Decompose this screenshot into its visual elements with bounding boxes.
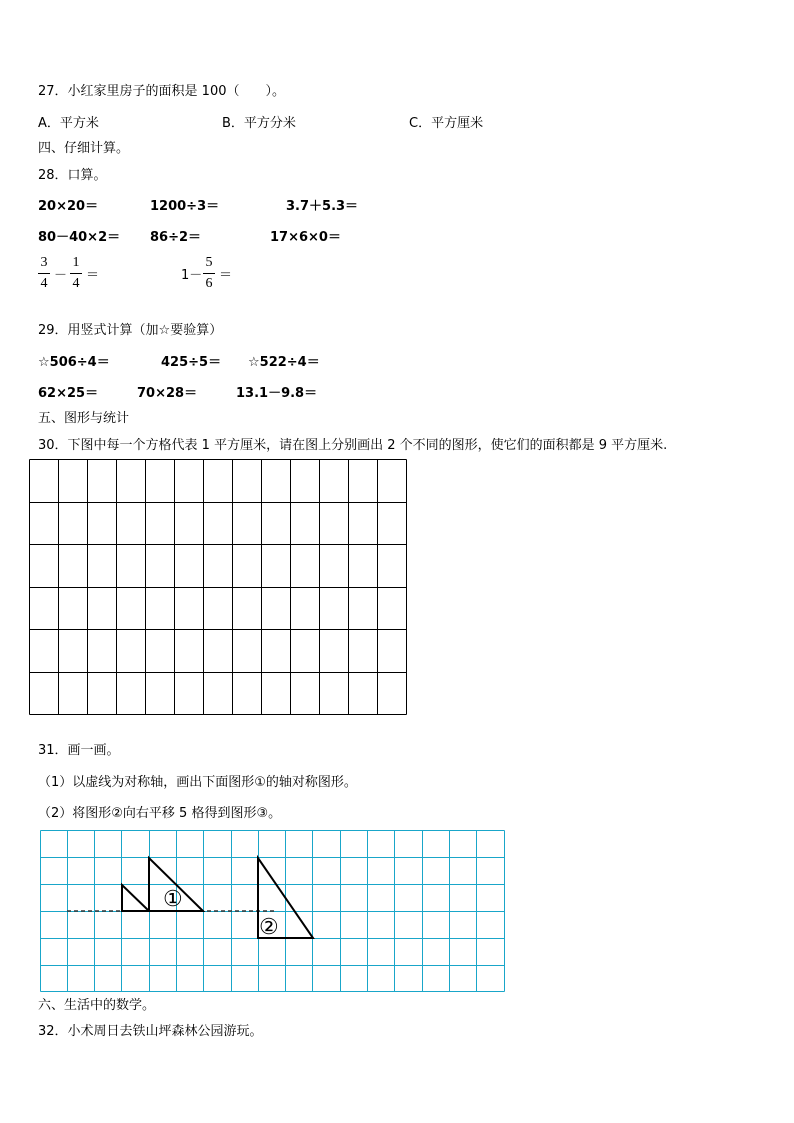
q28-item: 3.7＋5.3＝ [286,199,359,214]
figure-1-small-triangle [122,885,149,911]
section-4-heading: 四、仔细计算。 [38,141,130,156]
minus-sign: － [54,268,68,283]
q27-stem: 27．小红家里房子的面积是 100（ ）。 [38,84,285,99]
fraction-5-6 [203,255,215,292]
fraction-denominator: 6 [205,276,213,291]
fraction-1-4 [70,255,82,292]
q29-item: 13.1－9.8＝ [236,386,318,401]
q32-stem: 32．小术周日去铁山坪森林公园游玩。 [38,1024,263,1039]
figure-1-label: ① [163,887,183,912]
figure-2-label: ② [259,915,279,940]
q29-item: 425÷5＝ [161,355,222,370]
q31-stem: 31．画一画。 [38,743,120,758]
square-grid-13x6 [28,459,410,717]
q28-item: 1200÷3＝ [150,199,220,214]
fraction-numerator: 1 [72,255,80,270]
q31-sub1: （1）以虚线为对称轴，画出下面图形①的轴对称图形。 [38,775,357,790]
q29-item: 70×28＝ [137,386,198,401]
q27-option-a: A．平方米 [38,116,99,131]
whole-minus: 1－ [181,268,203,283]
fraction-denominator: 4 [40,276,48,291]
q27-option-b: B．平方分米 [222,116,296,131]
fraction-denominator: 4 [72,276,80,291]
q28-stem: 28．口算。 [38,168,107,183]
q28-item: 86÷2＝ [150,230,202,245]
translation-grid [40,830,508,994]
section-5-heading: 五、图形与统计 [38,411,130,426]
q28-item: 80－40×2＝ [38,230,121,245]
fraction-bar [203,273,215,274]
fraction-numerator: 5 [205,255,213,270]
q29-item: ☆522÷4＝ [248,355,320,370]
q30-stem: 30．下图中每一个方格代表 1 平方厘米，请在图上分别画出 2 个不同的图形，使它们的面积都是 9 平方厘米. [38,438,668,453]
fraction-numerator: 3 [40,255,48,270]
q29-item: ☆506÷4＝ [38,355,110,370]
q29-item: 62×25＝ [38,386,99,401]
q28-item: 17×6×0＝ [270,230,341,245]
q31-sub2: （2）将图形②向右平移 5 格得到图形③。 [38,806,282,821]
q27-option-c: C．平方厘米 [409,116,484,131]
fraction-bar [70,273,82,274]
equals-sign: ＝ [219,268,233,283]
equals-sign: ＝ [86,268,100,283]
fraction-3-4 [38,255,50,292]
fraction-bar [38,273,50,274]
q28-item: 20×20＝ [38,199,99,214]
q29-stem: 29．用竖式计算（加☆要验算） [38,323,223,338]
section-6-heading: 六、生活中的数学。 [38,998,156,1013]
